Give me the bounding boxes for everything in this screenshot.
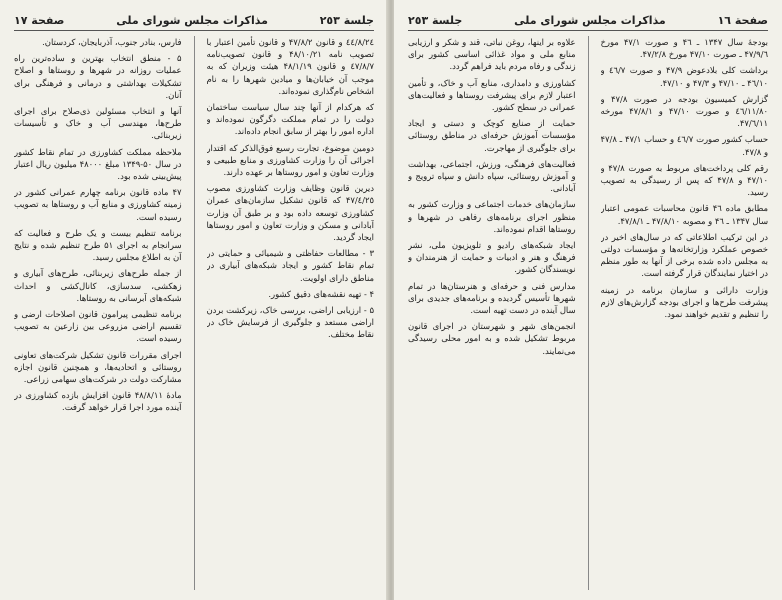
paragraph: ۵ - منطق انتخاب بهترین و ساده‌ترین راه عملیات روزانه در شهرها و روستاها و اصلاح تشکیلات بهداشتی و درمانی و فرهنگی برای آنان. [14,53,182,100]
left-page-number: صفحة ١٧ [14,13,65,27]
left-page-left-column [14,36,182,590]
paragraph: فارس، بنادر جنوب، آذربایجان، کردستان. [42,37,182,47]
right-page-right-column [601,36,769,590]
paragraph: دومین موضوع، تجارت رسیع فوق‌الذکر که اقتدار اجرائی آن را وزارت کشاورزی و منابع طبیعی و وزارت تعاون و امور روستاها بر عهده دارند. [206,142,374,178]
paragraph: ملاحظه مملکت کشاورزی در تمام نقاط کشور در سال ۵۰-۱۳۴۹ مبلغ ۴٨٠٠٠ میلیون ریال اعتبار پیش‌بینی شده بود. [14,146,182,182]
paragraph: که هرکدام از آنها چند سال سیاست ساختمان دولت را در تمام مملکت دگرگون نموده‌اند و اداره امور را بهتر از سابق انجام داده‌اند. [206,102,374,137]
paragraph: ۳ - مطالعات حفاظتی و شیمیائی و حمایتی در تمام نقاط کشور و ایجاد شبکه‌های آبیاری در مناطق دارای اولویت. [206,248,374,283]
paragraph: وزارت دارائی و سازمان برنامه در زمینه پیشرفت طرح‌ها و اجرای بودجه گزارش‌های لازم را تنظیم و تقدیم خواهند نمود. [600,284,768,320]
paragraph: مدارس فنی و حرفه‌ای و هنرستان‌ها در تمام شهرها تأسیس گردیده و برنامه‌های جدیدی برای سال آینده در دست تهیه است. [408,280,576,316]
paragraph: مطابق ماده ۴٦ قانون محاسبات عمومی اعتبار سال ۱۳۴۷ ـ ۴٦ و مصوبه ۴٧/٨/١٠ ـ ۴٧/٨/١. [600,203,768,226]
paragraph: برنامه تنظیم بیست و یک طرح و فعالیت که سرانجام به اجرای ۵۱ طرح تنظیم شده و نتایج آن به اطلاع مجلس رسید. [14,227,182,263]
left-page-right-column [207,36,375,590]
paragraph: علاوه بر اینها، روغن نباتی، قند و شکر و ارزیابی منابع ملی و مواد غذائی اساسی کشور برای زندگی و رفاه مردم باید فراهم گردد. [408,37,576,72]
paragraph: برداشت کلی بلادعوض ۴٧/٩ و صورت ٤٦/٧ و ۴٦/١٠ ـ ۴٧/١٠ و ۴٧/۳ و ۴٧/۱۰. [600,65,768,88]
right-running-title: مذاکرات مجلس شورای ملی [514,13,666,27]
left-running-head [14,10,374,31]
paragraph: از جمله طرح‌های زیربنائی، طرح‌های آبیاری و زهکشی، سدسازی، کانال‌کشی و احداث شبکه‌های آبرسانی به روستاها. [14,268,182,303]
right-page-left-column [408,36,576,590]
left-session-label: جلسة ٢٥٣ [319,13,374,27]
paragraph: حمایت از صنایع کوچک و دستی و ایجاد مؤسسات آموزش حرفه‌ای در مناطق روستائی برای جلوگیری از مهاجرت. [408,118,576,153]
paragraph: حساب کشور صورت ٤٦/٧ و حساب ۴٧/١ ـ ۴٧/٨ و ۴٧/٨. [600,134,768,157]
paragraph: اجرای مقررات قانون تشکیل شرکت‌های تعاونی روستائی و اتحادیه‌ها، و همچنین قانون اجازه مشارکت دولت در شرکت‌های سهامی زراعی. [14,349,182,385]
paragraph: کشاورزی و دامداری، منابع آب و خاک، و تأمین اعتبار لازم برای پیشرفت روستاها و فعالیت‌های عمرانی در سطح کشور. [408,77,576,113]
right-columns [408,36,768,590]
paragraph: فعالیت‌های فرهنگی، ورزش، اجتماعی، بهداشت و آموزش روستائی، سپاه دانش و سپاه ترویج و آبادانی. [408,158,576,194]
paragraph: ٤٤/٨/٢٤ و قانون ۴٧/٨/٢ و قانون تأمین اعتبار با تصویب نامه ۴٨/١٠/٢١ و قانون تصویب‌نامه ٤٧/٨/٧ و قانون ۴٨/١/١٩ هیئت وزیران که به موجب آن خیابان‌ها و میادین شهرها را به نام اشخاص نام‌گذاری نموده‌اند. [206,37,374,96]
paragraph: آنها و انتخاب مسئولین ذی‌صلاح برای اجرای طرح‌ها، مهندسی آب و خاک و تأسیسات زیربنائی. [14,106,182,141]
paragraph: ۴۷ ماده قانون برنامه چهارم عمرانی کشور در زمینه کشاورزی و منابع آب و روستاها به تصویب رسیده است. [14,187,182,222]
paragraph: برنامه تنظیمی پیرامون قانون اصلاحات ارضی و تقسیم اراضی مزروعی بین زارعین به تصویب رسیده است. [14,309,182,344]
right-page [394,0,782,600]
paragraph: ایجاد شبکه‌های رادیو و تلویزیون ملی، نشر فرهنگ و هنر و ادبیات و حمایت از هنرمندان و نویسندگان کشور. [408,240,576,275]
left-columns [14,36,374,590]
paragraph: در این ترکیب اطلاعاتی که در سال‌های اخیر در خصوص عملکرد وزارتخانه‌ها و مؤسسات دولتی به مجلس داده شده برخی از آنها به طور منظم در اختیار نمایندگان قرار گرفته است. [600,231,768,279]
right-page-number: صفحة ١٦ [717,13,768,27]
column-rule [194,36,195,590]
paragraph: مادهٔ ۴٨/٨/١۱ قانون افزایش بازده کشاورزی در آینده مورد اجرا قرار خواهد گرفت. [14,390,182,413]
paragraph: سازمان‌های خدمات اجتماعی و وزارت کشور به منظور اجرای برنامه‌های رفاهی در شهرها و روستاها اقدام نموده‌اند. [408,199,576,234]
paragraph: دیرین قانون وظایف وزارت کشاورزی مصوب ۴٧/٤/٢٥ که قانون تشکیل سازمان‌های عمران کشاورزی توسعه داده بود و بر طبق آن وزارت آبادانی و مسکن و وزارت تعاون و امور روستاها ایجاد گردید. [206,183,374,243]
right-running-head [408,10,768,31]
paragraph: ۴ - تهیه نقشه‌های دقیق کشور. [268,288,374,299]
left-running-title: مذاکرات مجلس شورای ملی [116,13,268,27]
paragraph: انجمن‌های شهر و شهرستان در اجرای قانون مربوط تشکیل شده و به امور محلی رسیدگی می‌نمایند. [408,321,576,356]
right-session-label: جلسة ٢٥٣ [408,13,463,27]
column-rule [588,36,589,590]
paragraph: رقم کلی پرداخت‌های مربوط به صورت ۴٧/٨ و ۴٧/۱۰ و ۴٧/٨ که پس از رسیدگی به تصویب رسید. [600,162,768,198]
paragraph: گزارش کمیسیون بودجه در صورت ۴٧/٨ و ٤٦/۱۱/٨٠ و صورت ۴٧/١٠ و ۴٧/٨/١ مورخه ۴٧/٦/١۱. [600,93,768,129]
paragraph: بودجهٔ سال ۱۳۴۷ ـ ۴٦ و صورت ۴٧/۱ مورخ ۴۷/٩/٦ ـ صورت ۴٧/١٠ مورخ ۴٧/۲/٨. [600,37,768,60]
left-page [0,0,388,600]
paragraph: ۵ - ارزیابی اراضی، بررسی خاک، زیرکشت بردن اراضی مستعد و جلوگیری از فرسایش خاک در نقاط مختلف. [206,305,374,340]
